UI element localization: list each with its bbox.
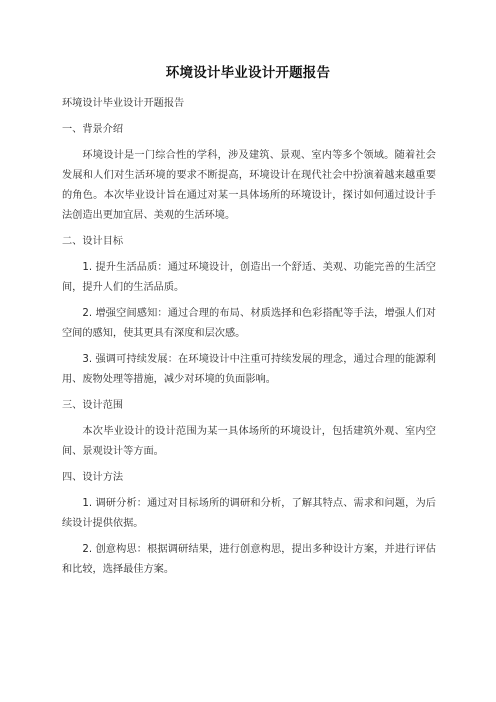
section-heading-methods: 四、设计方法 — [62, 472, 124, 483]
section-heading-background: 一、背景介绍 — [62, 124, 124, 135]
paragraph-method-2: 2. 创意构思：根据调研结果，进行创意构思，提出多种设计方案，并进行评估和比较，选择最佳方案。 — [62, 544, 436, 575]
paragraph-goal-2: 2. 增强空间感知：通过合理的布局、材质选择和色彩搭配等手法，增强人们对空间的感知，使其更具有深度和层次感。 — [62, 308, 436, 339]
document-subtitle: 环境设计毕业设计开题报告 — [62, 98, 185, 109]
section-heading-scope: 三、设计范围 — [62, 400, 124, 411]
document-title: 环境设计毕业设计开题报告 — [165, 65, 331, 81]
section-heading-goals: 二、设计目标 — [62, 236, 124, 247]
paragraph-method-1: 1. 调研分析：通过对目标场所的调研和分析，了解其特点、需求和问题，为后续设计提供依据。 — [62, 498, 436, 529]
paragraph-goal-3: 3. 强调可持续发展：在环境设计中注重可持续发展的理念，通过合理的能源利用、废物处理等措施，减少对环境的负面影响。 — [62, 354, 436, 385]
document-body — [62, 94, 436, 586]
paragraph-background: 环境设计是一门综合性的学科，涉及建筑、景观、室内等多个领域。随着社会发展和人们对生活环境的要求不断提高，环境设计在现代社会中扮演着越来越重要的角色。本次毕业设计旨在通过对某一具体场所的环境设计，探讨如何通过设计手法创造出更加宜居、美观的生活环境。 — [62, 150, 436, 221]
paragraph-goal-1: 1. 提升生活品质：通过环境设计，创造出一个舒适、美观、功能完善的生活空间，提升人们的生活品质。 — [62, 262, 436, 293]
paragraph-scope: 本次毕业设计的设计范围为某一具体场所的环境设计，包括建筑外观、室内空间、景观设计等方面。 — [62, 426, 436, 457]
